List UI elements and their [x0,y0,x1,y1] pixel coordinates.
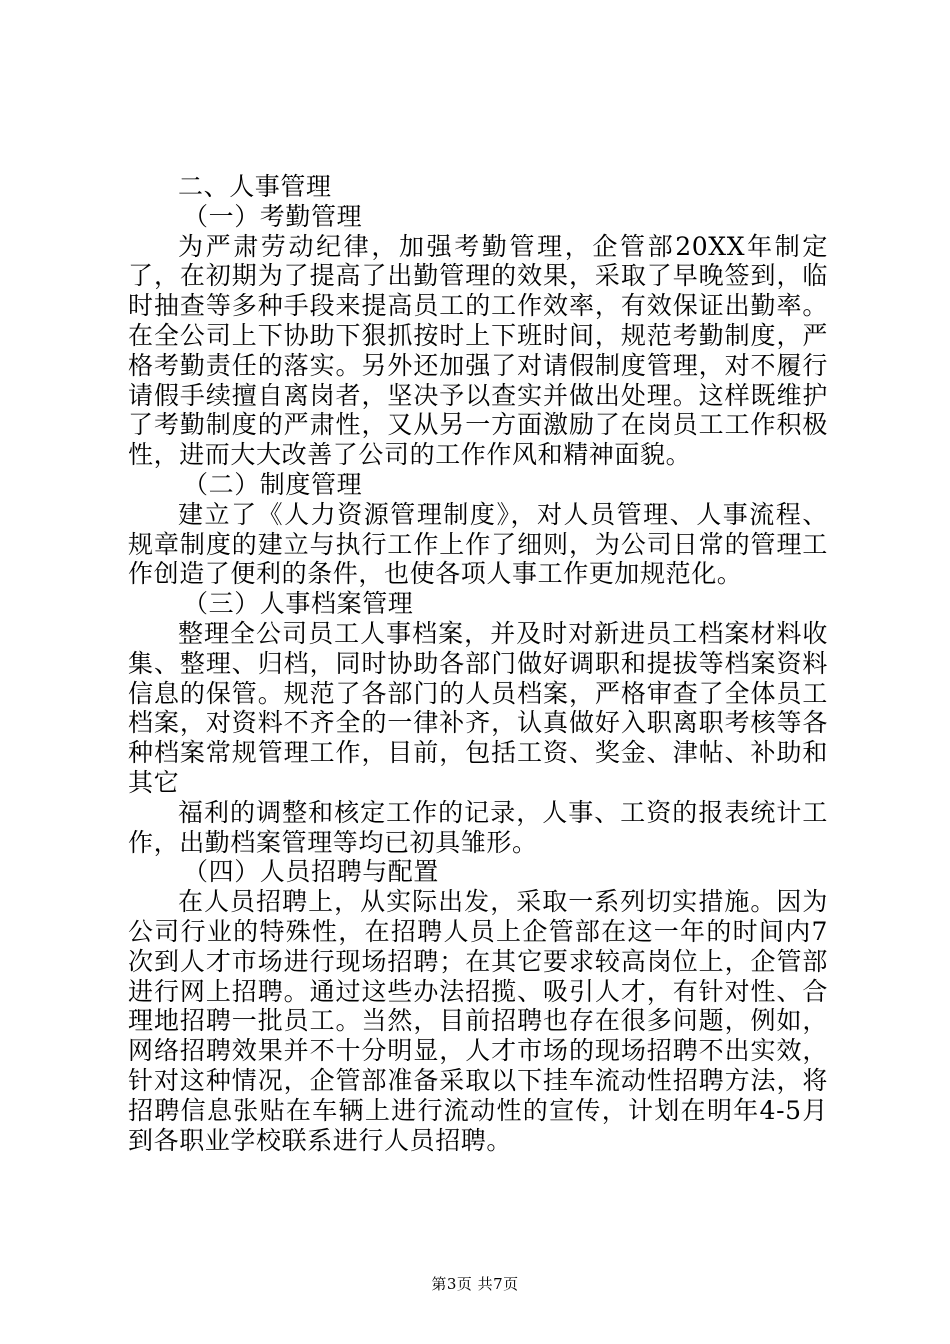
paragraph-recruitment: 在人员招聘上，从实际出发，采取一系列切实措施。因为公司行业的特殊性，在招聘人员上企管部在这一年的时间内7次到人才市场进行现场招聘；在其它要求较高岗位上，企管部进行网上招聘。通过这些办法招揽、吸引人才，有针对性、合理地招聘一批员工。当然，目前招聘也存在很多问题，例如，网络招聘效果并不十分明显，人才市场的现场招聘不出实效，针对这种情况，企管部准备采取以下挂车流动性招聘方法，将招聘信息张贴在车辆上进行流动性的宣传，计划在明年4-5月到各职业学校联系进行人员招聘。 [128,887,828,1155]
paragraph-attendance: 为严肃劳动纪律，加强考勤管理，企管部20XX年制定了，在初期为了提高了出勤管理的效果，采取了早晚签到，临时抽查等多种手段来提高员工的工作效率，有效保证出勤率。在全公司上下协助下狠抓按时上下班时间，规范考勤制度，严格考勤责任的落实。另外还加强了对请假制度管理，对不履行请假手续擅自离岗者，坚决予以查实并做出处理。这样既维护了考勤制度的严肃性，又从另一方面激励了在岗员工工作积极性，进而大大改善了公司的工作作风和精神面貌。 [128,231,828,470]
page-number-footer: 第3页 共7页 [431,1275,519,1293]
document-body [128,172,828,1155]
section-title: 二、人事管理 [178,172,332,201]
subsection-title-records: （三）人事档案管理 [183,589,414,619]
paragraph-policy: 建立了《人力资源管理制度》，对人员管理、人事流程、规章制度的建立与执行工作上作了细则，为公司日常的管理工作创造了便利的条件，也使各项人事工作更加规范化。 [128,499,828,589]
subsection-title-attendance: （一）考勤管理 [183,201,363,231]
subsection-title-recruitment: （四）人员招聘与配置 [183,857,440,887]
paragraph-records: 整理全公司员工人事档案，并及时对新进员工档案材料收集、整理、归档，同时协助各部门做好调职和提拔等档案资料信息的保管。规范了各部门的人员档案，严格审查了全体员工档案，对资料不齐全的一律补齐，认真做好入职离职考核等各种档案常规管理工作，目前，包括工资、奖金、津帖、补助和其它 [128,618,828,797]
subsection-title-policy: （二）制度管理 [183,469,363,499]
paragraph-records-continued: 福利的调整和核定工作的记录，人事、工资的报表统计工作，出勤档案管理等均已初具雏形。 [128,797,828,857]
